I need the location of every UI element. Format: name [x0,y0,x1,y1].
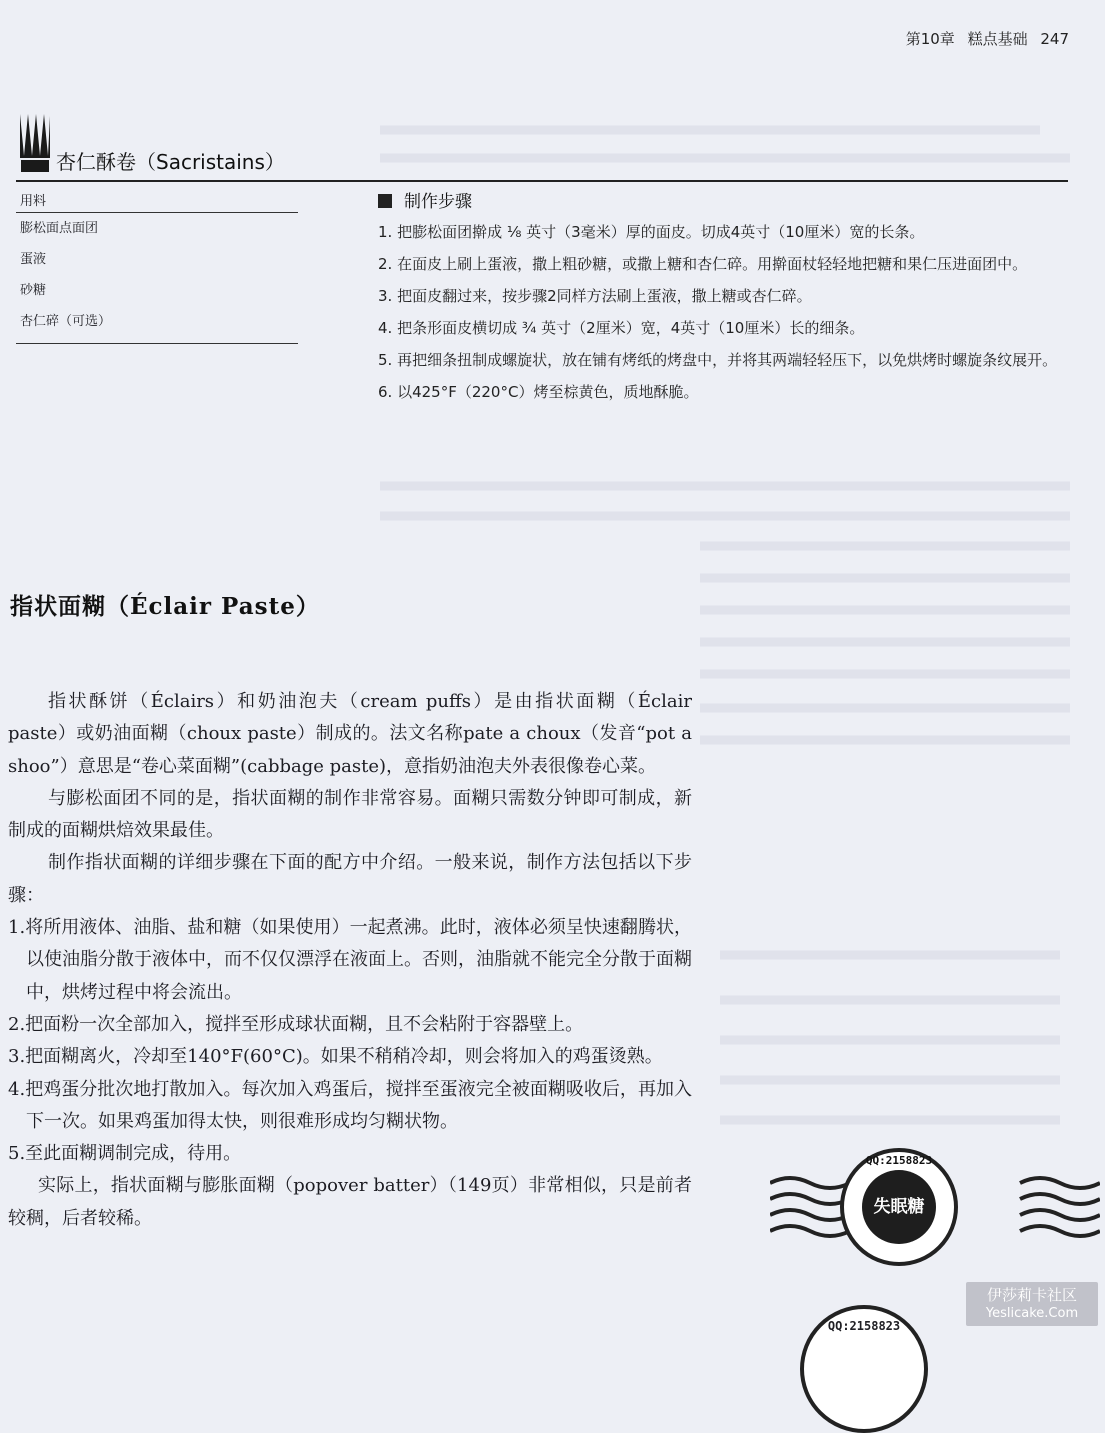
procedure-item: 1.将所用液体、油脂、盐和糖（如果使用）一起煮沸。此时，液体必须呈快速翻腾状，以使油脂分散于液体中，而不仅仅漂浮在液面上。否则，油脂就不能完全分散于面糊中，烘烤过程中将会流出。 [8,917,692,1003]
stamp-center-text: 失眠糖 [862,1170,936,1244]
watermark-line2: Yeslicake.Com [985,1306,1079,1321]
title-divider [16,180,1068,182]
procedure-item: 3.把面糊离火，冷却至140°F(60°C)。如果不稍稍冷却，则会将加入的鸡蛋烫熟。 [8,1046,663,1068]
step-item: 4. 把条形面皮横切成 ¾ 英寸（2厘米）宽，4英寸（10厘米）长的细条。 [378,319,865,337]
section-title: 指状面糊（Éclair Paste） [10,593,320,620]
ingredients-list [20,218,111,342]
ingredients-top-rule [16,212,298,213]
paragraph: 与膨松面团不同的是，指状面糊的制作非常容易。面糊只需数分钟即可制成，新制成的面糊烘焙效果最佳。 [8,787,692,842]
ingredients-bottom-rule [16,343,298,344]
watermark-line1: 伊莎莉卡社区 [986,1286,1077,1304]
ingredient-item: 蛋液 [20,252,47,267]
stamp-ring-text: QQ:2158823 [865,1154,933,1167]
steps-list [378,218,1070,410]
seal-stamp [840,1148,958,1266]
ingredient-item: 膨松面点面团 [20,221,99,236]
step-item: 6. 以425°F（220°C）烤至棕黄色，质地酥脆。 [378,383,699,401]
section-body [8,686,692,1235]
step-item: 5. 再把细条扭制成螺旋状，放在铺有烤纸的烤盘中，并将其两端轻轻压下，以免烘烤时螺旋条纹展开。 [378,351,1058,369]
step-item: 3. 把面皮翻过来，按步骤2同样方法刷上蛋液，撒上糖或杏仁碎。 [378,287,812,305]
section-label: 糕点基础 [967,30,1028,48]
steps-label: 制作步骤 [404,192,472,212]
square-bullet-icon [378,194,392,208]
ingredient-item: 砂糖 [20,283,47,298]
procedure-item: 4.把鸡蛋分批次地打散加入。每次加入鸡蛋后，搅拌至蛋液完全被面糊吸收后，再加入下一次。如果鸡蛋加得太快，则很难形成均匀糊状物。 [8,1078,692,1132]
ingredients-label: 用料 [20,194,47,209]
step-item: 1. 把膨松面团擀成 ⅛ 英寸（3毫米）厚的面皮。切成4英寸（10厘米）宽的长条。 [378,223,925,241]
steps-heading [378,187,472,212]
paragraph: 指状酥饼（Éclairs）和奶油泡夫（cream puffs）是由指状面糊（Éclair paste）或奶油面糊（choux paste）制成的。法文名称pate a choux（发音“pot a shoo”）意思是“卷心菜面糊”(cabbage paste)，意指奶油泡夫外表很像卷心菜。 [8,691,692,777]
procedure-item: 5.至此面糊调制完成，待用。 [8,1143,242,1165]
recipe-title: 杏仁酥卷（Sacristains） [56,150,285,174]
chapter-label: 第10章 [905,30,955,48]
paragraph: 实际上，指状面糊与膨胀面糊（popover batter）（149页）非常相似，只是前者较稠，后者较稀。 [8,1175,692,1229]
seal-stamp-2 [800,1305,928,1433]
site-watermark [966,1282,1098,1326]
procedure-list [8,912,692,1170]
stamp2-ring-text: QQ:2158823 [827,1319,901,1333]
paragraph: 制作指状面糊的详细步骤在下面的配方中介绍。一般来说，制作方法包括以下步骤： [8,852,692,906]
page-number: 247 [1040,30,1069,48]
ingredient-item: 杏仁碎（可选） [20,314,112,329]
step-item: 2. 在面皮上刷上蛋液，撒上粗砂糖，或撒上糖和杏仁碎。用擀面杖轻轻地把糖和果仁压进面团中。 [378,255,1028,273]
procedure-item: 2.把面粉一次全部加入，搅拌至形成球状面糊，且不会粘附于容器壁上。 [8,1013,584,1035]
chef-hat-icon [18,112,52,174]
